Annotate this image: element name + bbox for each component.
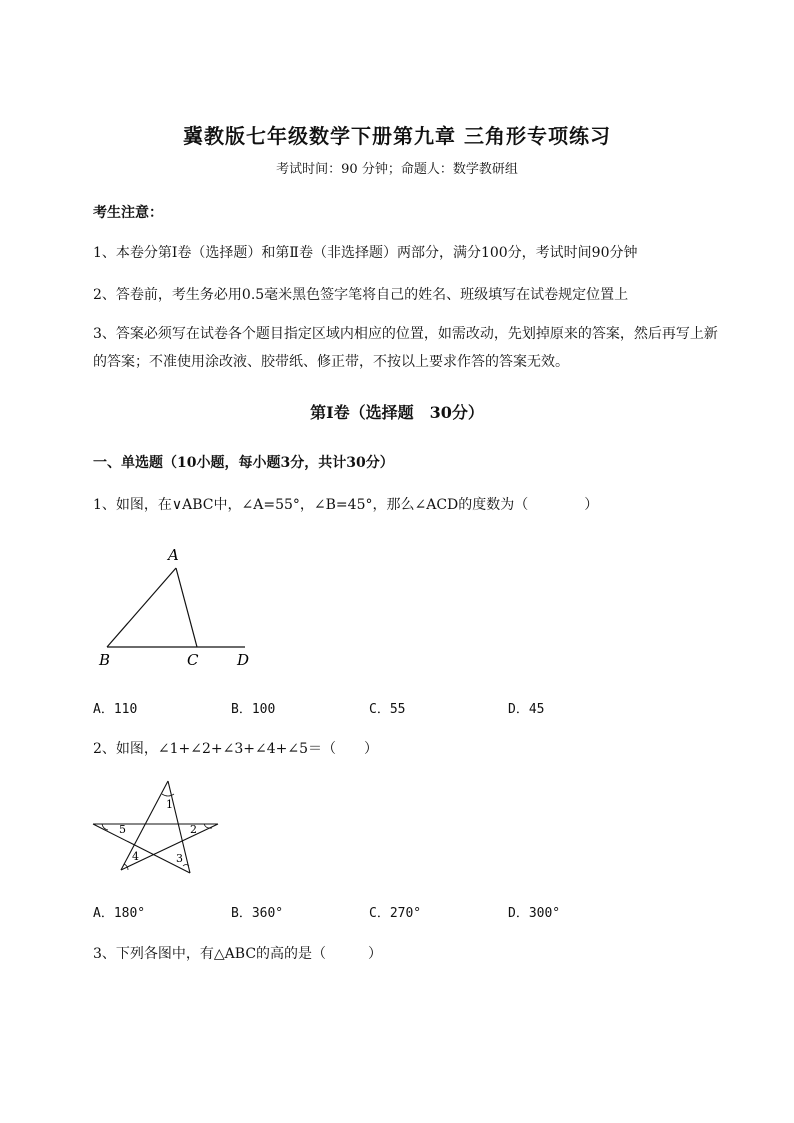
notice-item: 3、答案必须写在试卷各个题目指定区域内相应的位置，如需改动，先划掉原来的答案，然后再写上新的答案；不准使用涂改液、胶带纸、修正带，不按以上要求作答的答案无效。	[93, 326, 718, 370]
label-c: C	[187, 651, 199, 669]
option-a[interactable]: A．110	[93, 702, 138, 717]
part-heading: 一、单选题（10小题，每小题3分，共计30分）	[93, 455, 394, 471]
option-b[interactable]: B．100	[231, 702, 276, 717]
angle-1-label: 1	[166, 798, 173, 811]
angle-4-label: 4	[132, 850, 139, 863]
notice-heading: 考生注意：	[93, 205, 163, 221]
angle-2-label: 2	[190, 823, 197, 836]
option-a[interactable]: A．180°	[93, 906, 146, 921]
label-b: B	[99, 651, 111, 669]
notice-item: 1、本卷分第Ⅰ卷（选择题）和第Ⅱ卷（非选择题）两部分，满分100分，考试时间90分钟	[93, 245, 638, 261]
question-2-figure	[88, 778, 228, 878]
option-b[interactable]: B．360°	[231, 906, 284, 921]
question-1-figure	[90, 540, 270, 675]
exam-info: 考试时间：90 分钟；命题人：数学教研组	[276, 162, 518, 177]
section-title: 第Ⅰ卷（选择题 30分）	[310, 403, 484, 422]
label-a: A	[168, 546, 179, 564]
angle-3-label: 3	[176, 852, 183, 865]
angle-5-label: 5	[119, 823, 126, 836]
question-3-text: 3、下列各图中，有△ABC的高的是（ ）	[93, 946, 383, 962]
question-2-text: 2、如图，∠1+∠2+∠3+∠4+∠5＝（ ）	[93, 741, 379, 757]
option-c[interactable]: C．270°	[369, 906, 422, 921]
question-1-text: 1、如图，在∨ABC中，∠A=55°，∠B=45°，那么∠ACD的度数为（ ）	[93, 497, 599, 513]
option-d[interactable]: D．45	[508, 702, 545, 717]
label-d: D	[237, 651, 250, 669]
option-c[interactable]: C．55	[369, 702, 406, 717]
page-title: 冀教版七年级数学下册第九章 三角形专项练习	[183, 124, 611, 148]
option-d[interactable]: D．300°	[508, 906, 561, 921]
notice-item: 2、答卷前，考生务必用0.5毫米黑色签字笔将自己的姓名、班级填写在试卷规定位置上	[93, 287, 629, 303]
